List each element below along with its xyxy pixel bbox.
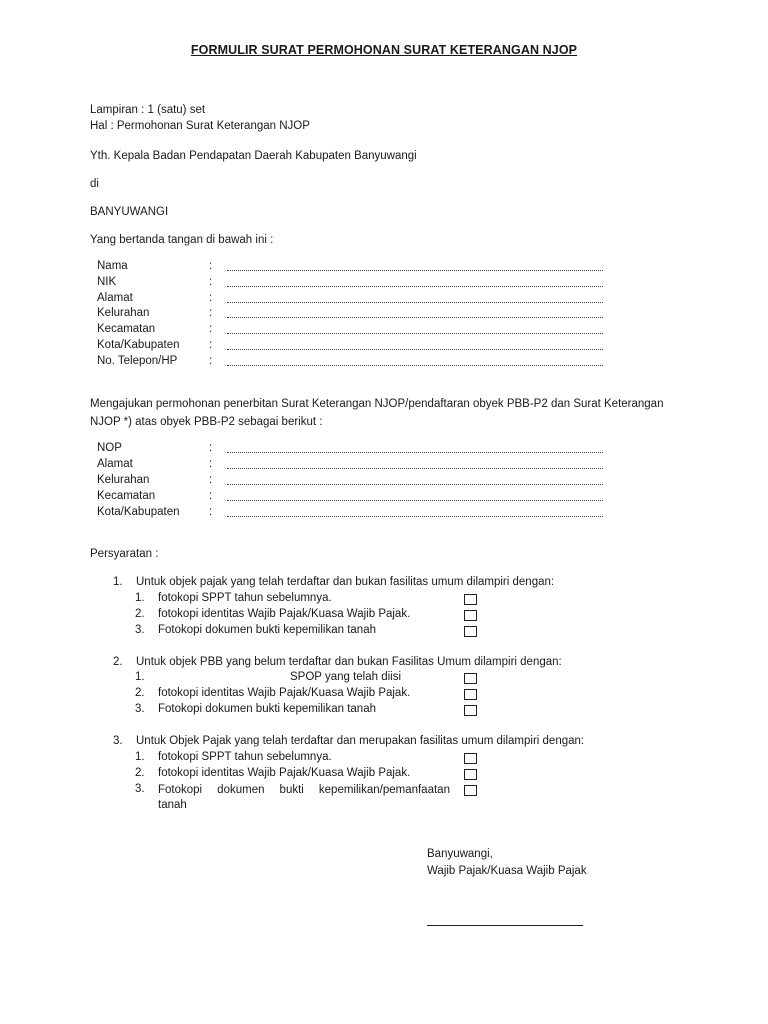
field-alamat[interactable] <box>97 292 617 308</box>
field-label: NOP <box>97 442 122 454</box>
item-number: 1. <box>135 592 145 604</box>
field-fill-line[interactable] <box>227 286 603 287</box>
requirement-item <box>135 608 495 624</box>
item-text: SPOP yang telah diisi <box>290 671 402 683</box>
lampiran-line: Lampiran : 1 (satu) set <box>90 104 206 116</box>
field-obj-kecamatan[interactable] <box>97 490 617 506</box>
requirement-item <box>135 592 495 608</box>
field-colon: : <box>209 355 213 367</box>
requirement-item <box>135 624 495 640</box>
group-text: Untuk objek pajak yang telah terdaftar dan bukan fasilitas umum dilampiri dengan: <box>136 576 555 588</box>
requirement-item <box>135 687 495 703</box>
field-colon: : <box>209 442 213 454</box>
field-kelurahan[interactable] <box>97 307 617 323</box>
checkbox[interactable] <box>464 689 477 700</box>
city-line: BANYUWANGI <box>90 206 169 218</box>
field-label: NIK <box>97 276 117 288</box>
field-colon: : <box>209 490 213 502</box>
signature-role: Wajib Pajak/Kuasa Wajib Pajak <box>427 865 587 877</box>
form-title: FORMULIR SURAT PERMOHONAN SURAT KETERANGAN NJOP <box>190 43 578 57</box>
field-nik[interactable] <box>97 276 617 292</box>
field-fill-line[interactable] <box>227 452 603 453</box>
di-line: di <box>90 178 99 190</box>
checkbox[interactable] <box>464 673 477 684</box>
item-text: fotokopi SPPT tahun sebelumnya. <box>158 751 332 763</box>
field-colon: : <box>209 474 213 486</box>
field-label: Nama <box>97 260 128 272</box>
checkbox[interactable] <box>464 610 477 621</box>
checkbox[interactable] <box>464 594 477 605</box>
requirements-heading: Persyaratan : <box>90 548 159 560</box>
group-number: 1. <box>113 576 123 588</box>
signature-line[interactable] <box>427 925 583 926</box>
group-number: 2. <box>113 656 123 668</box>
item-number: 2. <box>135 767 145 779</box>
field-colon: : <box>209 260 213 272</box>
item-text: Fotokopi dokumen bukti kepemilikan tanah <box>158 703 376 715</box>
field-fill-line[interactable] <box>227 365 603 366</box>
intro-line: Yang bertanda tangan di bawah ini : <box>90 234 274 246</box>
field-label: Kota/Kabupaten <box>97 506 180 518</box>
field-colon: : <box>209 458 213 470</box>
field-colon: : <box>209 307 213 319</box>
addressee-line: Yth. Kepala Badan Pendapatan Daerah Kabupaten Banyuwangi <box>90 150 417 162</box>
checkbox[interactable] <box>464 785 477 796</box>
item-text: fotokopi SPPT tahun sebelumnya. <box>158 592 332 604</box>
signature-place: Banyuwangi, <box>427 848 493 860</box>
field-telepon[interactable] <box>97 355 617 371</box>
field-fill-line[interactable] <box>227 333 603 334</box>
field-label: Kelurahan <box>97 474 150 486</box>
hal-line: Hal : Permohonan Surat Keterangan NJOP <box>90 120 310 132</box>
item-text-line-2: tanah <box>158 799 187 811</box>
field-label: Alamat <box>97 292 133 304</box>
item-number: 1. <box>135 671 145 683</box>
field-colon: : <box>209 323 213 335</box>
word: bukti <box>279 784 304 796</box>
item-number: 3. <box>135 703 145 715</box>
field-colon: : <box>209 506 213 518</box>
request-text-line-1: Mengajukan permohonan penerbitan Surat Keterangan NJOP/pendaftaran obyek PBB-P2 dan Surat Keterangan <box>90 398 664 410</box>
word: dokumen <box>217 784 265 796</box>
requirement-item <box>135 751 495 767</box>
item-number: 2. <box>135 608 145 620</box>
item-number: 3. <box>135 783 145 795</box>
field-kota-kabupaten[interactable] <box>97 339 617 355</box>
checkbox[interactable] <box>464 626 477 637</box>
group-number: 3. <box>113 735 123 747</box>
requirement-item <box>135 767 495 783</box>
item-text: fotokopi identitas Wajib Pajak/Kuasa Wajib Pajak. <box>158 767 411 779</box>
field-nama[interactable] <box>97 260 617 276</box>
field-fill-line[interactable] <box>227 302 603 303</box>
field-nop[interactable] <box>97 442 617 458</box>
field-obj-kota-kabupaten[interactable] <box>97 506 617 522</box>
group-text: Untuk Objek Pajak yang telah terdaftar dan merupakan fasilitas umum dilampiri dengan: <box>136 735 585 747</box>
requirement-item <box>135 703 495 719</box>
word: Fotokopi <box>158 784 203 796</box>
field-obj-kelurahan[interactable] <box>97 474 617 490</box>
item-text: Fotokopi dokumen bukti kepemilikan tanah <box>158 624 376 636</box>
field-fill-line[interactable] <box>227 500 603 501</box>
field-fill-line[interactable] <box>227 270 603 271</box>
item-text: fotokopi identitas Wajib Pajak/Kuasa Wajib Pajak. <box>158 687 411 699</box>
field-label: Kota/Kabupaten <box>97 339 180 351</box>
field-colon: : <box>209 292 213 304</box>
checkbox[interactable] <box>464 769 477 780</box>
field-label: Kecamatan <box>97 323 156 335</box>
item-number: 3. <box>135 624 145 636</box>
field-colon: : <box>209 276 213 288</box>
field-label: Kecamatan <box>97 490 156 502</box>
field-fill-line[interactable] <box>227 349 603 350</box>
checkbox[interactable] <box>464 753 477 764</box>
checkbox[interactable] <box>464 705 477 716</box>
word: kepemilikan/pemanfaatan <box>318 784 450 796</box>
field-fill-line[interactable] <box>227 317 603 318</box>
field-fill-line[interactable] <box>227 484 603 485</box>
field-fill-line[interactable] <box>227 468 603 469</box>
field-label: No. Telepon/HP <box>97 355 178 367</box>
field-obj-alamat[interactable] <box>97 458 617 474</box>
request-text-line-2: NJOP *) atas obyek PBB-P2 sebagai berikut : <box>90 416 323 428</box>
field-colon: : <box>209 339 213 351</box>
item-text-justified <box>158 783 450 813</box>
item-text-line-1 <box>158 783 450 798</box>
item-text: fotokopi identitas Wajib Pajak/Kuasa Wajib Pajak. <box>158 608 411 620</box>
item-number: 1. <box>135 751 145 763</box>
field-label: Kelurahan <box>97 307 150 319</box>
item-number: 2. <box>135 687 145 699</box>
field-fill-line[interactable] <box>227 516 603 517</box>
field-kecamatan[interactable] <box>97 323 617 339</box>
requirement-item <box>135 671 495 687</box>
group-text: Untuk objek PBB yang belum terdaftar dan bukan Fasilitas Umum dilampiri dengan: <box>136 656 562 668</box>
field-label: Alamat <box>97 458 133 470</box>
